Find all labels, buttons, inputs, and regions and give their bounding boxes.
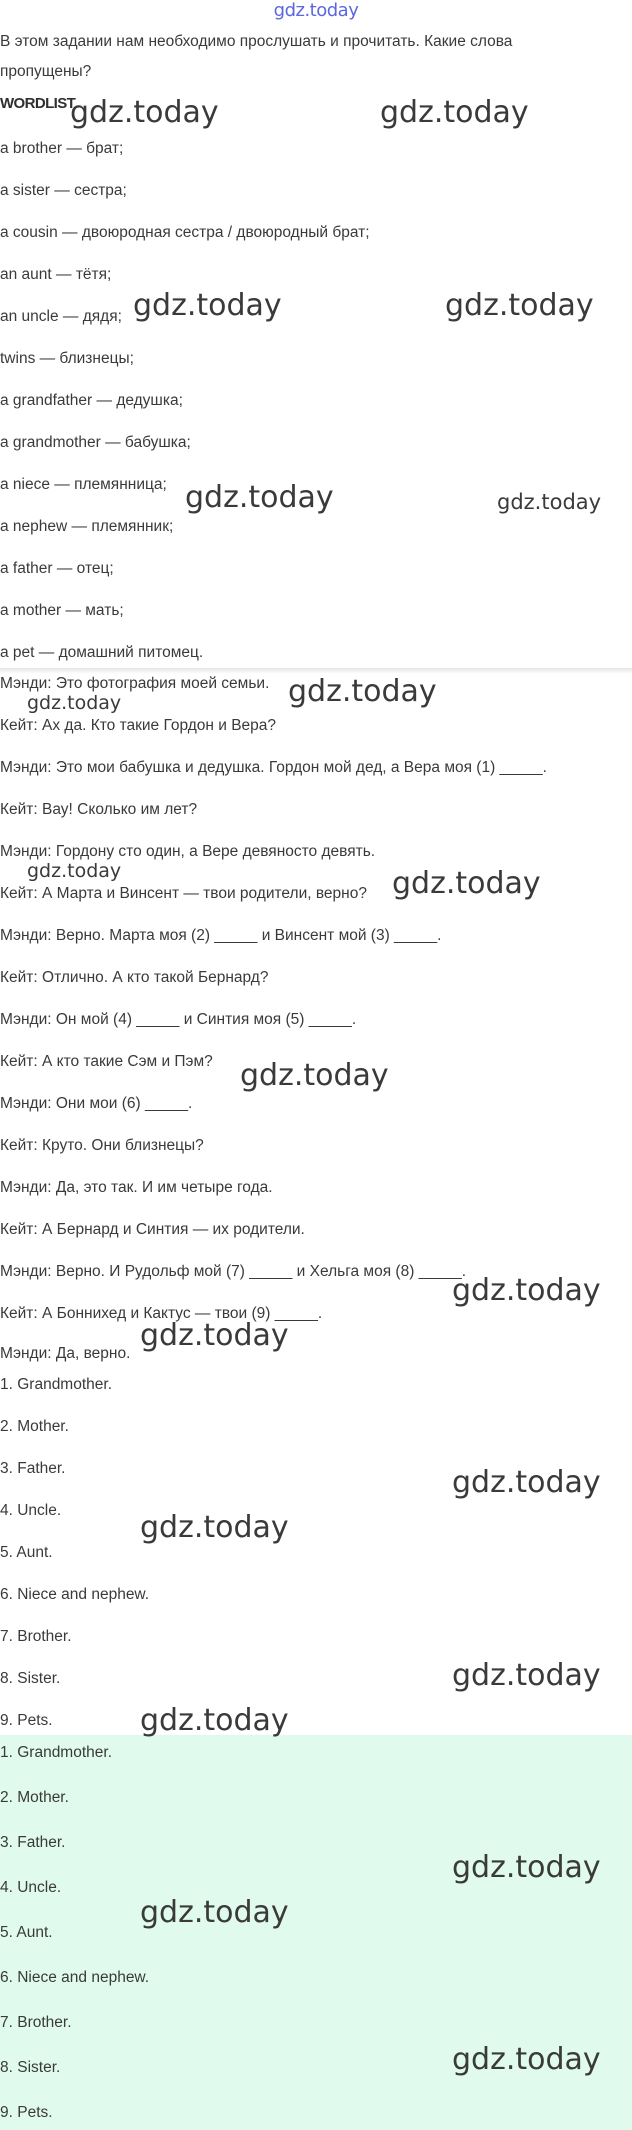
wordlist-heading: WORDLIST bbox=[0, 95, 76, 112]
highlighted-answer-item: 2. Mother. bbox=[0, 1789, 69, 1806]
dialogue-line: Кейт: А Марта и Винсент — твои родители, верно? bbox=[0, 885, 367, 902]
wordlist-item: an aunt — тётя; bbox=[0, 266, 112, 283]
highlighted-answer-item: 9. Pets. bbox=[0, 2104, 53, 2121]
watermark: gdz.today bbox=[452, 2042, 601, 2077]
answer-item: 9. Pets. bbox=[0, 1712, 53, 1729]
answer-item: 8. Sister. bbox=[0, 1670, 61, 1687]
dialogue-line: Кейт: Круто. Они близнецы? bbox=[0, 1137, 204, 1154]
watermark: gdz.today bbox=[452, 1850, 601, 1885]
dialogue-line: Мэнди: Это фотография моей семьи. bbox=[0, 675, 270, 692]
wordlist-item: a niece — племянница; bbox=[0, 476, 167, 493]
watermark: gdz.today bbox=[27, 692, 122, 714]
watermark: gdz.today bbox=[445, 288, 594, 323]
dialogue-line: Мэнди: Да, это так. И им четыре года. bbox=[0, 1179, 273, 1196]
answer-item: 5. Aunt. bbox=[0, 1544, 53, 1561]
answer-item: 7. Brother. bbox=[0, 1628, 72, 1645]
task-intro: В этом задании нам необходимо прослушать и прочитать. Какие слова пропущены? bbox=[0, 33, 513, 80]
wordlist-item: a cousin — двоюродная сестра / двоюродный брат; bbox=[0, 224, 370, 241]
dialogue-line: Кейт: А кто такие Сэм и Пэм? bbox=[0, 1053, 213, 1070]
wordlist-item: an uncle — дядя; bbox=[0, 308, 122, 325]
wordlist-item: a pet — домашний питомец. bbox=[0, 644, 204, 661]
watermark: gdz.today bbox=[140, 1510, 289, 1545]
wordlist-item: a brother — брат; bbox=[0, 140, 124, 157]
wordlist-item: twins — близнецы; bbox=[0, 350, 134, 367]
dialogue-line: Мэнди: Да, верно. bbox=[0, 1345, 131, 1362]
highlighted-answer-item: 3. Father. bbox=[0, 1834, 66, 1851]
highlighted-answer-item: 6. Niece and nephew. bbox=[0, 1969, 150, 1986]
answer-item: 4. Uncle. bbox=[0, 1502, 62, 1519]
watermark: gdz.today bbox=[452, 1658, 601, 1693]
watermark: gdz.today bbox=[380, 95, 529, 130]
wordlist-item: a grandfather — дедушка; bbox=[0, 392, 183, 409]
dialogue-line: Кейт: Ах да. Кто такие Гордон и Вера? bbox=[0, 717, 277, 734]
wordlist-item: a father — отец; bbox=[0, 560, 114, 577]
wordlist-item: a sister — сестра; bbox=[0, 182, 127, 199]
wordlist-item: a mother — мать; bbox=[0, 602, 124, 619]
dialogue-line: Кейт: Отлично. А кто такой Бернард? bbox=[0, 969, 269, 986]
dialogue-line: Кейт: Вау! Сколько им лет? bbox=[0, 801, 198, 818]
dialogue-line: Мэнди: Они мои (6) _____. bbox=[0, 1095, 193, 1112]
watermark: gdz.today bbox=[240, 1058, 389, 1093]
watermark: gdz.today bbox=[140, 1703, 289, 1738]
site-logo[interactable]: gdz.today bbox=[273, 0, 359, 21]
dialogue-line: Кейт: А Бернард и Синтия — их родители. bbox=[0, 1221, 305, 1238]
watermark: gdz.today bbox=[392, 866, 541, 901]
answer-item: 2. Mother. bbox=[0, 1418, 69, 1435]
answer-item: 3. Father. bbox=[0, 1460, 66, 1477]
watermark: gdz.today bbox=[452, 1465, 601, 1500]
dialogue-line: Кейт: А Боннихед и Кактус — твои (9) _____. bbox=[0, 1305, 323, 1322]
highlighted-answer-item: 4. Uncle. bbox=[0, 1879, 62, 1896]
dialogue-line: Мэнди: Гордону сто один, а Вере девяносто девять. bbox=[0, 843, 376, 860]
highlighted-answer-item: 5. Aunt. bbox=[0, 1924, 53, 1941]
watermark: gdz.today bbox=[140, 1318, 289, 1353]
dialogue-line: Мэнди: Это мои бабушка и дедушка. Гордон мой дед, а Вера моя (1) _____. bbox=[0, 759, 547, 776]
highlighted-answer-item: 8. Sister. bbox=[0, 2059, 61, 2076]
watermark: gdz.today bbox=[497, 490, 602, 514]
watermark: gdz.today bbox=[133, 288, 282, 323]
watermark: gdz.today bbox=[140, 1895, 289, 1930]
answer-item: 6. Niece and nephew. bbox=[0, 1586, 150, 1603]
watermark: gdz.today bbox=[288, 674, 437, 709]
dialogue-line: Мэнди: Верно. И Рудольф мой (7) _____ и Хельга моя (8) _____. bbox=[0, 1263, 467, 1280]
watermark: gdz.today bbox=[70, 95, 219, 130]
wordlist-item: a grandmother — бабушка; bbox=[0, 434, 191, 451]
highlighted-answer-item: 1. Grandmother. bbox=[0, 1744, 113, 1761]
watermark: gdz.today bbox=[27, 860, 122, 882]
highlighted-answer-item: 7. Brother. bbox=[0, 2014, 72, 2031]
wordlist-item: a nephew — племянник; bbox=[0, 518, 174, 535]
watermark: gdz.today bbox=[185, 480, 334, 515]
dialogue-line: Мэнди: Верно. Марта моя (2) _____ и Винсент мой (3) _____. bbox=[0, 927, 442, 944]
answer-item: 1. Grandmother. bbox=[0, 1376, 113, 1393]
dialogue-line: Мэнди: Он мой (4) _____ и Синтия моя (5) _____. bbox=[0, 1011, 357, 1028]
watermark: gdz.today bbox=[452, 1273, 601, 1308]
